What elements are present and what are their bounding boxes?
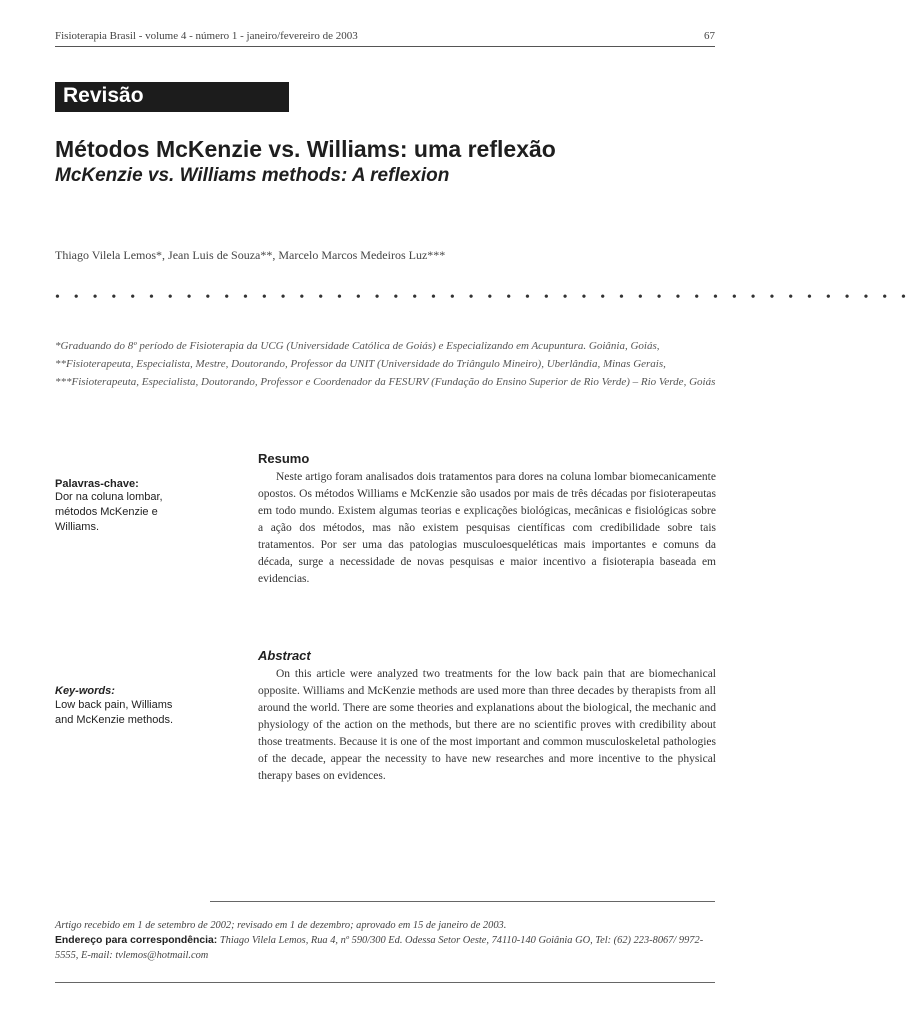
journal-citation: Fisioterapia Brasil - volume 4 - número 1 - janeiro/fevereiro de 2003 [55, 30, 358, 42]
abstract-heading: Abstract [258, 648, 311, 663]
received-dates: Artigo recebido em 1 de setembro de 2002; revisado em 1 de dezembro; aprovado em 15 de janeiro de 2003. [55, 920, 507, 931]
key-words-text: Low back pain, Williams and McKenzie methods. [55, 699, 174, 726]
resumo-heading: Resumo [258, 451, 310, 466]
correspondence-address: Thiago Vilela Lemos, Rua 4, nº 590/300 Ed. Odessa Setor Oeste, 74110-140 Goiânia GO, Tel: (62) 223-8067/ 9972-5555, E-mail: tvlemos@hotmail.com [55, 935, 704, 961]
author-list: Thiago Vilela Lemos*, Jean Luis de Souza**, Marcelo Marcos Medeiros Luz*** [55, 248, 446, 262]
affiliation-3: ***Fisioterapeuta, Especialista, Doutorando, Professor e Coordenador da FESURV (Fundação do Ensino Superior de Rio Verde) – Rio Verde, Goiás [55, 376, 716, 388]
footer-bottom-rule [55, 982, 715, 983]
author-affiliations [55, 337, 720, 391]
correspondence-block [55, 933, 715, 963]
section-banner [55, 82, 289, 112]
running-header [55, 30, 715, 47]
section-label: Revisão [63, 84, 144, 107]
footer-divider [210, 901, 715, 902]
dotted-separator: • • • • • • • • • • • • • • • • • • • • • • • • • • • • • • • • • • • • • • • • • • • • • • [55, 290, 911, 305]
article-title-english: McKenzie vs. Williams methods: A reflexion [55, 165, 450, 186]
resumo-text: Neste artigo foram analisados dois tratamentos para dores na coluna lombar biomecanicamente opostos. Os métodos Williams e McKenzie são usados por mais de três décadas por fisioterapeutas em todo mundo. Existem algumas teorias e explicações biológicas, mecânicas e fisiológicas sobre a ação dos métodos, mas não existem pesquisas científicas com credibilidade sobre tais tratamentos. Por ser uma das patologias musculoesqueléticas mais importantes e comuns da década, surge a necessidade de novas pesquisas e maior incentivo a fisioterapia baseada em evidencias. [258, 471, 716, 585]
abstract-text: On this article were analyzed two treatments for the low back pain that are biomechanical opposite. Williams and McKenzie methods are used more than three decades by therapists from all around the world. There are some theories and explanations about the biological, the mechanic and physiology of the action on the methods, but there are no scientific proves with credibility about those treatments. Because it is one of the most important and common musculoskeletal pathologies of the decade, appear the necessity to have new researches and more incentive to the physical therapy bases on evidences. [258, 668, 716, 782]
article-footer [55, 918, 715, 963]
affiliation-2: **Fisioterapeuta, Especialista, Mestre, Doutorando, Professor da UNIT (Universidade do Triângulo Mineiro), Uberlândia, Minas Gerais, [55, 358, 666, 370]
page-number: 67 [704, 30, 715, 42]
palavras-chave-label: Palavras-chave: [55, 478, 139, 490]
palavras-chave-text: Dor na coluna lombar, métodos McKenzie e Williams. [55, 491, 163, 533]
key-words-label: Key-words: [55, 685, 115, 697]
affiliation-1: *Graduando do 8º período de Fisioterapia da UCG (Universidade Católica de Goiás) e Especializando em Acupuntura. Goiânia, Goiás, [55, 340, 660, 352]
article-title-portuguese: Métodos McKenzie vs. Williams: uma reflexão [55, 136, 556, 162]
correspondence-label: Endereço para correspondência: [55, 935, 218, 946]
